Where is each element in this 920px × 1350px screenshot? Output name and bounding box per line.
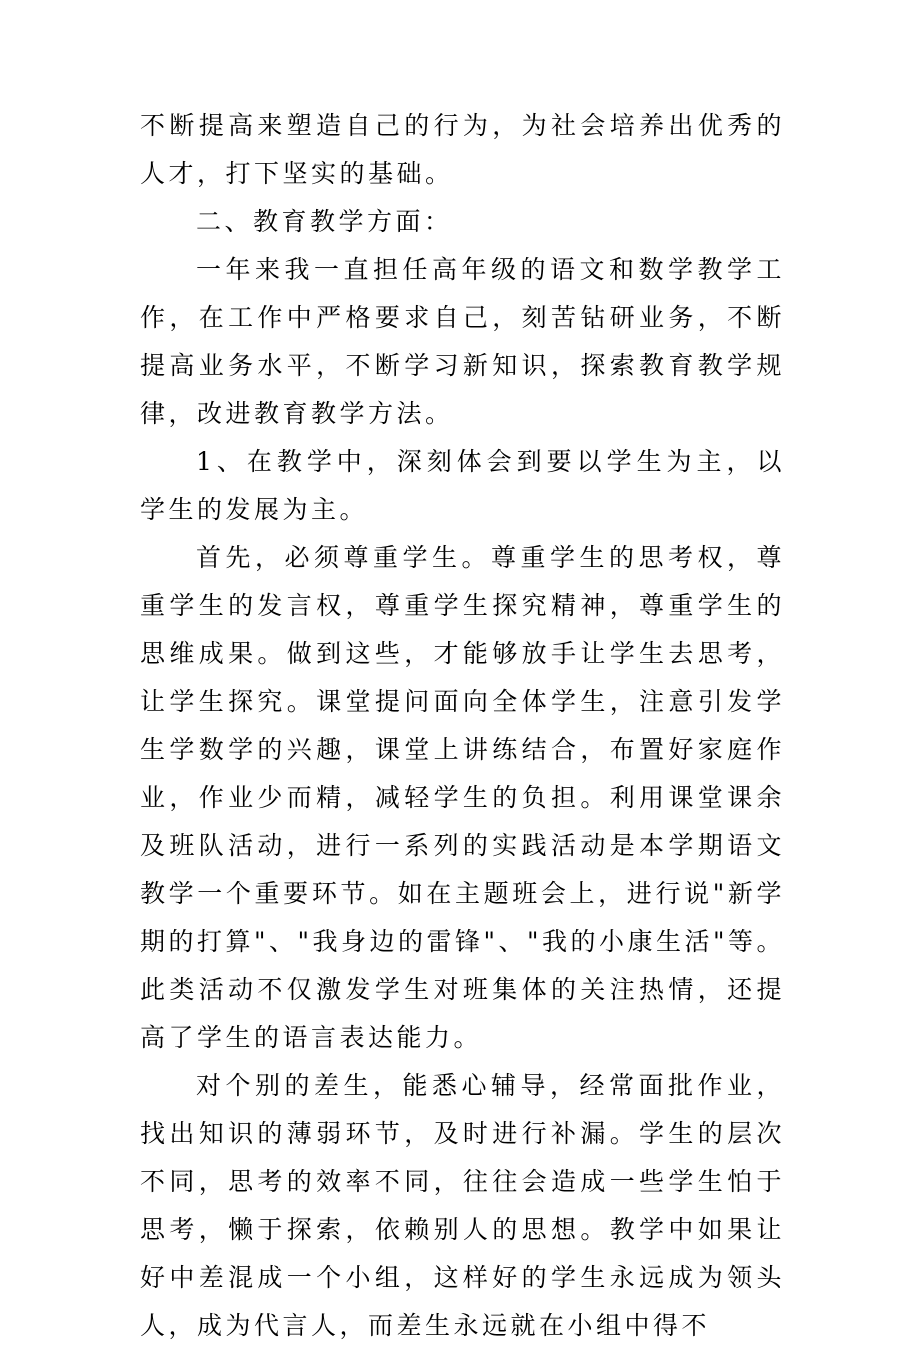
- document-body: [140, 102, 785, 1350]
- paragraph-respect-students: 首先，必须尊重学生。尊重学生的思考权，尊重学生的发言权，尊重学生探究精神，尊重学生的思维成果。做到这些，才能够放手让学生去思考，让学生探究。课堂提问面向全体学生，注意引发学生学数学的兴趣，课堂上讲练结合，布置好家庭作业，作业少而精，减轻学生的负担。利用课堂课余及班队活动，进行一系列的实践活动是本学期语文教学一个重要环节。如在主题班会上，进行说"新学期的打算"、"我身边的雷锋"、"我的小康生活"等。此类活动不仅激发学生对班集体的关注热情，还提高了学生的语言表达能力。: [140, 543, 785, 1052]
- paragraph-teaching-overview: 一年来我一直担任高年级的语文和数学教学工作，在工作中严格要求自己，刻苦钻研业务，不断提高业务水平，不断学习新知识，探索教育教学规律，改进教育教学方法。: [140, 255, 785, 428]
- paragraph-point-1: 1、在教学中，深刻体会到要以学生为主，以学生的发展为主。: [140, 447, 785, 524]
- paragraph-weak-students: 对个别的差生，能悉心辅导，经常面批作业，找出知识的薄弱环节，及时进行补漏。学生的层次不同，思考的效率不同，往往会造成一些学生怕于思考，懒于探索，依赖别人的思想。教学中如果让好中差混成一个小组，这样好的学生永远成为领头人，成为代言人，而差生永远就在小组中得不: [140, 1071, 785, 1340]
- section-heading-teaching: 二、教育教学方面：: [196, 207, 453, 236]
- paragraph-continuation: 不断提高来塑造自己的行为，为社会培养出优秀的人才，打下坚实的基础。: [140, 111, 785, 188]
